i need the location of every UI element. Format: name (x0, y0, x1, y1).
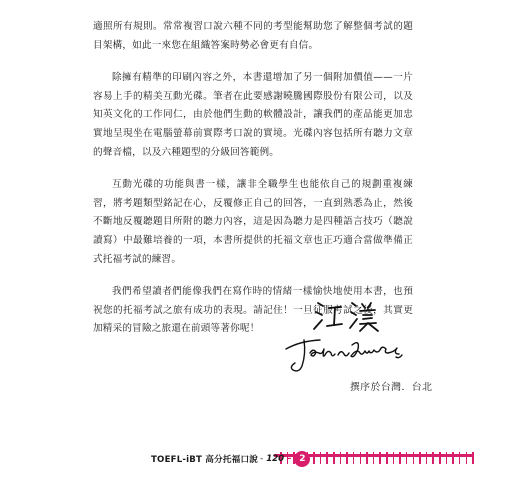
author-signature-block (280, 295, 433, 405)
marker-tick (439, 452, 441, 464)
marker-tick (432, 452, 434, 464)
book-number: 120 (266, 454, 285, 464)
page-number-badge: 2 (294, 451, 310, 467)
marker-tick (346, 452, 348, 464)
marker-tick (320, 452, 322, 464)
marker-tick (426, 452, 428, 464)
marker-tick (360, 452, 362, 464)
marker-tick (353, 452, 355, 464)
marker-tick (366, 452, 368, 464)
english-signature (286, 340, 402, 371)
marker-tick (459, 452, 461, 464)
signature-note: 撰序於台灣．台北 (350, 382, 433, 393)
book-title-hyphen: - (260, 454, 264, 464)
marker-tick (446, 452, 448, 464)
marker-tick (333, 452, 335, 464)
footer-arrow-icon: – (287, 454, 292, 464)
paragraph-4: 我們希望讀者們能像我們在寫作時的情緒一樣愉快地使用本書，也預祝您的托福考試之旅有成功的表現。請記住！一旦征服考試之後，其實更加精采的冒險之旅還在前頭等著你呢！ (93, 286, 413, 335)
handwritten-signatures (280, 295, 420, 379)
paragraph-3: 互動光碟的功能與書一樣，讓非全職學生也能依自己的規劃重複練習，將考題類型銘記在心，反覆修正自己的回答，一直到熟悉為止，然後不斷地反覆聽題目所附的聽力內容，這是因為聽力是四種語言技巧（聽說讀寫）中最難培養的一項，本書所提供的托福文章也正巧適合當做準備正式托福考試的練習。 (93, 179, 413, 265)
marker-tick (419, 452, 421, 464)
chinese-signature (314, 303, 378, 331)
paragraph-2: 除擁有精準的印刷內容之外，本書還增加了另一個附加價值——一片容易上手的精美互動光碟。筆者在此要感謝曉騰國際股份有限公司，以及知英文化的工作同仁，由於他們生動的軟體設計，讓我們的產品能更加忠實地呈現坐在電腦螢幕前實際考口說的實境。光碟內容包括所有聽力文章的聲音檔，以及六種題型的分級回答範例。 (93, 72, 413, 158)
paragraph-1: 適照所有規則。常常複習口說六種不同的考型能幫助您了解整個考試的題目架構，如此一來您在組織答案時勢必會更有自信。 (93, 21, 413, 51)
marker-tick (452, 452, 454, 464)
marker-tick (313, 452, 315, 464)
marker-tick (472, 452, 474, 464)
book-title: TOEFL-iBT 高分托福口說 (151, 455, 259, 465)
marker-tick (379, 452, 381, 464)
page-footer (151, 451, 310, 467)
marker-tick (393, 452, 395, 464)
marker-tick (340, 452, 342, 464)
marker-tick (326, 452, 328, 464)
marker-tick (386, 452, 388, 464)
marker-tick (399, 452, 401, 464)
marker-tick (413, 452, 415, 464)
marker-tick (406, 452, 408, 464)
marker-tick (466, 452, 468, 464)
marker-tick (373, 452, 375, 464)
